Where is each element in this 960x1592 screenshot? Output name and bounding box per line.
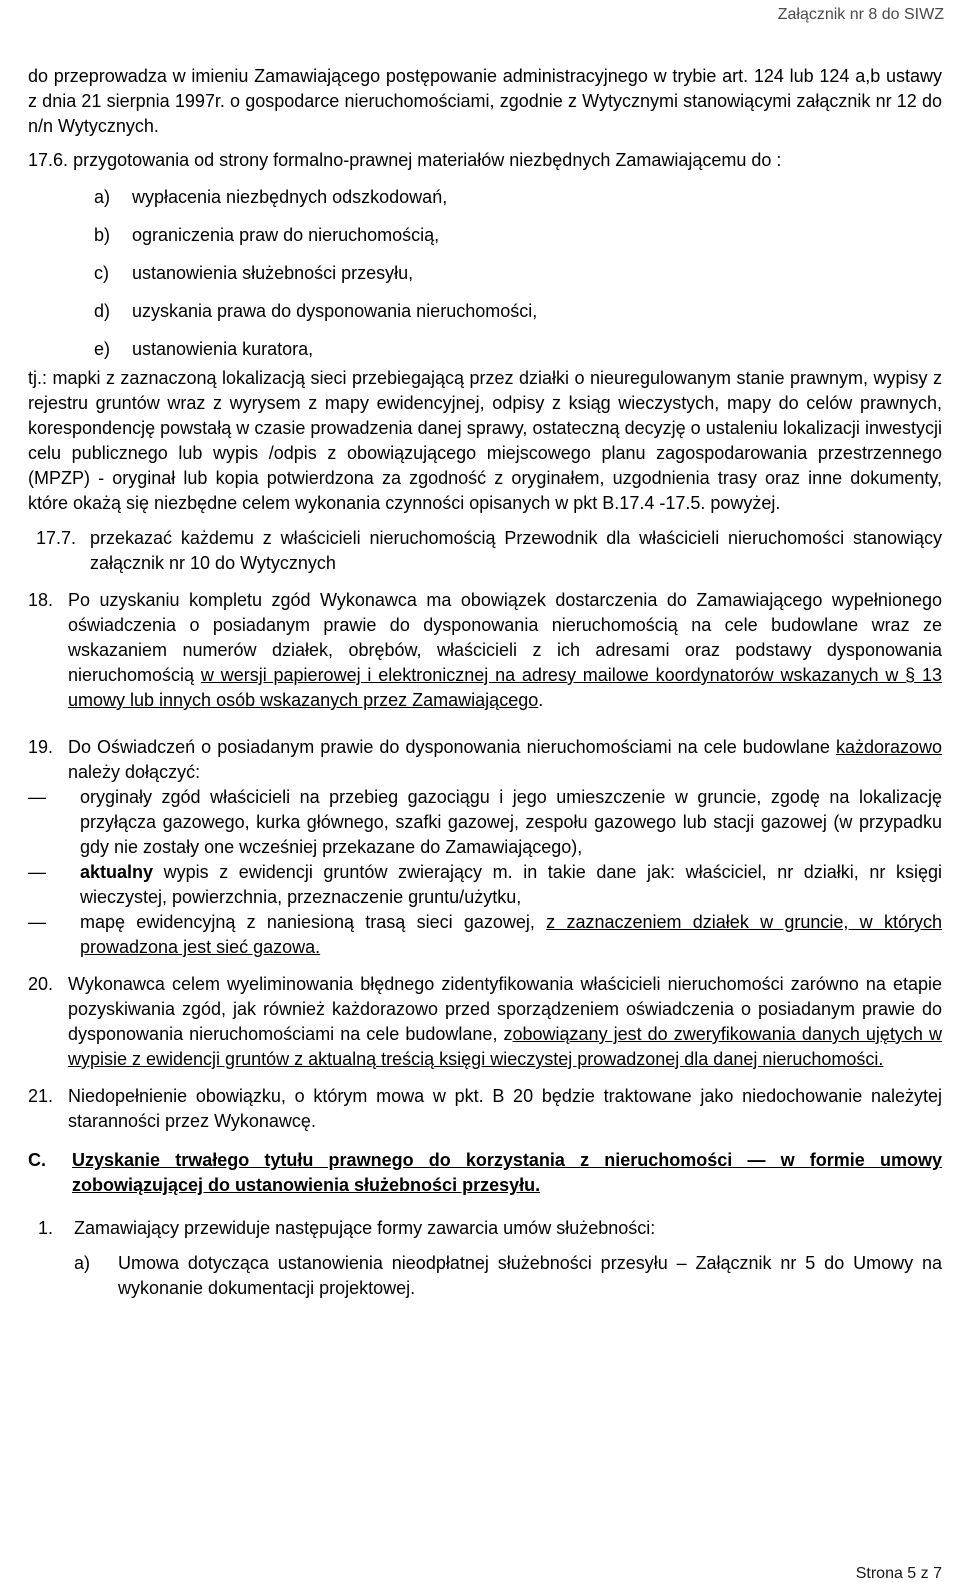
bullet-plain-text: mapę ewidencyjną z naniesioną trasą sieci gazowej, bbox=[80, 912, 547, 932]
list-item-label: c) bbox=[94, 263, 109, 283]
section-17-6-heading bbox=[28, 148, 942, 173]
section-19-underlined: każdorazowo bbox=[835, 737, 942, 757]
section-19-number: 19. bbox=[28, 737, 54, 757]
section-19-heading bbox=[28, 735, 942, 785]
section-c-1-text: Zamawiający przewiduje następujące formy zawarcia umów służebności: bbox=[74, 1218, 656, 1238]
bullet-text: oryginały zgód właścicieli na przebieg gazociągu i jego umieszczenie w gruncie, zgodę na lokalizację przyłącza gazowego, kurka głównego, szafki gazowej, zespołu gazowego lub stacji gazowej (w przypadku gdy nie zostały one wcześniej przekazane do Zamawiającego), bbox=[80, 787, 942, 857]
page-header: Załącznik nr 8 do SIWZ bbox=[777, 6, 944, 23]
list-item bbox=[94, 261, 942, 286]
list-item-label: a) bbox=[94, 187, 111, 207]
section-c-1 bbox=[38, 1216, 942, 1241]
intro-paragraph: do przeprowadza w imieniu Zamawiającego postępowanie administracyjnego w trybie art. 124 lub 124 a,b ustawy z dnia 21 sierpnia 1997r. o gospodarce nieruchomościami, zgodnie z Wytycznymi stanowiącymi załącznik nr 12 do n/n Wytycznych. bbox=[28, 66, 942, 136]
bullet-item bbox=[28, 785, 942, 860]
list-item-text: ograniczenia praw do nieruchomością, bbox=[132, 225, 440, 245]
section-17-6 bbox=[28, 148, 942, 362]
section-20-text bbox=[68, 972, 942, 1072]
section-18-underlined: w wersji papierowej i elektronicznej na adresy mailowe koordynatorów wskazanych w § 13 umowy lub innych osób wskazanych przez Zamawiającego bbox=[68, 665, 943, 710]
list-item bbox=[94, 299, 942, 324]
bullet-rest-text: wypis z ewidencji gruntów zwierający m. in takie dane jak: właściciel, nr działki, nr księgi wieczystej, powierzchnia, przeznaczenie gruntu/użytku, bbox=[80, 862, 942, 907]
section-20-underlined: obowiązany jest do zweryfikowania danych ujętych w wypisie z ewidencji gruntów z aktualną treścią księgi wieczystej prowadzonej dla danej nieruchomości. bbox=[68, 1024, 942, 1069]
section-19-text bbox=[68, 735, 942, 785]
section-17-7-number: 17.7. bbox=[36, 528, 77, 548]
section-21-number: 21. bbox=[28, 1086, 54, 1106]
list-item-text: ustanowienia służebności przesyłu, bbox=[132, 263, 414, 283]
section-c-1-a bbox=[74, 1251, 942, 1301]
tj-paragraph: tj.: mapki z zaznaczoną lokalizacją sieci przebiegającą przez działki o nieuregulowanym stanie prawnym, wypisy z rejestru gruntów wraz z wyrysem z mapy ewidencyjnej, odpisy z ksiąg wieczystych, mapy do celów prawnych, korespondencję powstałą w czasie prowadzenia danej sprawy, ostateczną decyzję o ustaleniu lokalizacji inwestycji celu publicznego lub wypis /odpis z obowiązującego miejscowego planu zagospodarowania przestrzennego (MPZP) - oryginał lub kopia potwierdzona za zgodność z oryginałem, uzgodnienia trasy oraz inne dokumenty, które okażą się niezbędne celem wykonania czynności opisanych w pkt B.17.4 -17.5. powyżej. bbox=[28, 368, 942, 513]
list-item-text: uzyskania prawa do dysponowania nieruchomości, bbox=[132, 301, 538, 321]
section-c-1-number: 1. bbox=[38, 1218, 54, 1238]
section-17-6-number: 17.6. bbox=[28, 150, 69, 170]
list-item-text: wypłacenia niezbędnych odszkodowań, bbox=[132, 187, 448, 207]
list-item bbox=[94, 185, 942, 210]
section-18-body: Po uzyskaniu kompletu zgód Wykonawca ma obowiązek dostarczenia do Zamawiającego wypełnionego oświadczenia o posiadanym prawie do dysponowania nieruchomością na cele budowlane wraz ze wskazaniem numerów działek, obrębów, właścicieli z ich adresami oraz podstawy dysponowania nieruchomością bbox=[68, 590, 942, 685]
section-19 bbox=[28, 735, 942, 960]
bullet-underlined-text: z zaznaczeniem działek w gruncie, w których prowadzona jest sieć gazowa. bbox=[80, 912, 942, 957]
section-17-6-text: przygotowania od strony formalno-prawnej materiałów niezbędnych Zamawiającemu do : bbox=[73, 150, 782, 170]
section-19-text-a: Do Oświadczeń o posiadanym prawie do dysponowania nieruchomościami na cele budowlane bbox=[68, 737, 836, 757]
bullet-item bbox=[28, 860, 942, 910]
list-item-label: a) bbox=[74, 1253, 91, 1273]
bullet-item bbox=[28, 910, 942, 960]
list-item-label: e) bbox=[94, 339, 111, 359]
document-body bbox=[28, 64, 942, 1301]
list-item bbox=[94, 337, 942, 362]
section-18 bbox=[28, 588, 942, 713]
list-item-text: Umowa dotycząca ustanowienia nieodpłatnej służebności przesyłu – Załącznik nr 5 do Umowy na wykonanie dokumentacji projektowej. bbox=[118, 1253, 942, 1298]
section-20-number: 20. bbox=[28, 974, 54, 994]
dash-bullet-icon: — bbox=[28, 787, 46, 807]
section-c-heading bbox=[28, 1148, 942, 1198]
dash-bullet-icon: — bbox=[28, 862, 46, 882]
section-18-end: . bbox=[538, 690, 544, 710]
section-21 bbox=[28, 1084, 942, 1134]
section-17-7 bbox=[36, 526, 942, 576]
list-item-label: b) bbox=[94, 225, 111, 245]
section-18-number: 18. bbox=[28, 590, 54, 610]
list-item bbox=[94, 223, 942, 248]
section-c-title: Uzyskanie trwałego tytułu prawnego do korzystania z nieruchomości — w formie umowy zobowiązującej do ustanowienia służebności przesyłu. bbox=[72, 1150, 942, 1195]
bullet-text bbox=[80, 860, 942, 910]
section-20-body: Wykonawca celem wyeliminowania błędnego zidentyfikowania właścicieli nieruchomości zarówno na etapie pozyskiwania zgód, jak również każdorazowo przed sporządzeniem oświadczenia o posiadanym prawie do dysponowania nieruchomościami na cele budowlane, z bbox=[68, 974, 942, 1044]
section-20 bbox=[28, 972, 942, 1072]
section-21-text: Niedopełnienie obowiązku, o którym mowa w pkt. B 20 będzie traktowane jako niedochowanie należytej staranności przez Wykonawcę. bbox=[68, 1086, 942, 1131]
bullet-bold-text: aktualny bbox=[80, 862, 154, 882]
list-item-text: ustanowienia kuratora, bbox=[132, 339, 314, 359]
section-19-text-b: należy dołączyć: bbox=[68, 762, 201, 782]
dash-bullet-icon: — bbox=[28, 912, 46, 932]
page-footer: Strona 5 z 7 bbox=[855, 1565, 942, 1582]
section-c-number: C. bbox=[28, 1150, 46, 1170]
section-18-text bbox=[68, 588, 942, 713]
section-17-7-text: przekazać każdemu z właścicieli nieruchomością Przewodnik dla właścicieli nieruchomości stanowiący załącznik nr 10 do Wytycznych bbox=[90, 528, 942, 573]
list-item-label: d) bbox=[94, 301, 111, 321]
bullet-text bbox=[80, 910, 942, 960]
